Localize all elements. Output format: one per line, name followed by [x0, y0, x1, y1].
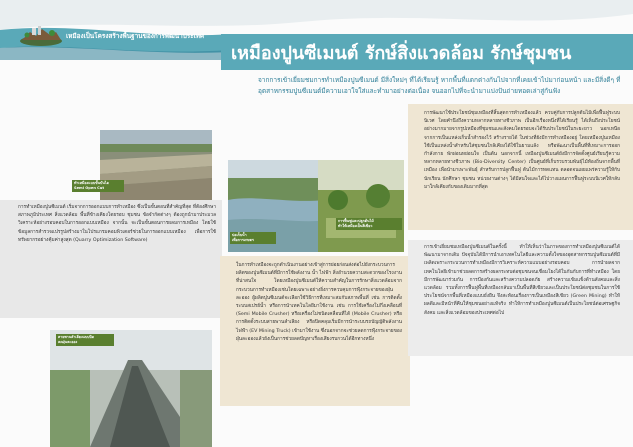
intro-paragraph: จากการเข้าเยี่ยมชมการทำเหมืองปูนซีเมนต์ มีสิ่งใหม่ๆ ที่ได้เรียนรู้ หากพื้นที่แตกต่างกันไปจากที่เคยเข้าไปมาก่อนหน้า และมีสิ่งดีๆ ที่อุตสาหกรรมปูนซีเมนต์มีความเอาใจใส่และทำมาอย่างต่อเนื่อง จนออกไปที่จะนำมาแบ่งปันถ่ายทอดเล่าสู่กันฟัง	[258, 76, 621, 95]
tree-planting-photo-image	[318, 160, 404, 252]
tree-caption: การฟื้นฟูและปลูกต้นไม้ ทำให้เหมืองเป็นสีเขียว	[338, 219, 374, 228]
conveyor-caption: สายพานลำเลียงแบบปิด ลดฝุ่นละออง	[58, 335, 95, 344]
open-cut-caption: ทำเหมืองแบบขั้นบันได Semi Open Cut	[74, 181, 109, 190]
middle-paragraph: ในการทำเหมืองจะถูกดำเนินงานอย่างเข้าสู่การย่อยก่อนส่งต่อไปยังกระบวนการผลิตของปูนซีเมนต์ที่มีการใช้พลังงาน น้ำ ไฟฟ้า สิ่งอำนวยความสะดวกของโรงงานที่น่าสนใจ โดยเหมืองปูนซีเมนต์ให้ความสำคัญในการรักษาสิ่งแวดล้อมจากกระบวนการทำเหมืองเช่นโดยเฉพาะอย่างยิ่งการควบคุมการฟุ้งกระจายของฝุ่นละออง ผู้ผลิตปูนซีเมนต์จะเลือกใช้วิธีการที่เหมาะสมกับสภาพพื้นที่ เช่น การติดตั้งระบบสเปรย์น้ำ หรือการนำเทคโนโลยีมาใช้งาน เช่น การใช้เครื่องโม่กึ่งเคลื่อนที่ (Semi Mobile Crusher) หรือเครื่องโม่ชนิดเคลื่อนที่ได้ (Mobile Crusher) หรือการติดตั้งระบบสายพานลำเลียง หรือปิดคลุมเริ่มมีการนำระบบรถบัญญัติพลังงานไฟฟ้า (EV Mining Truck) เข้ามาใช้งาน ซึ่งนอกจากจะช่วยลดการฟุ้งกระจายของฝุ่นละอองแล้วยังเป็นการช่วยลดปัญหาเรื่องเสียงรบกวนได้อีกทางหนึ่ง	[236, 263, 402, 342]
mine-island-logo-icon	[18, 24, 64, 48]
left-paragraph: การทำเหมืองปูนซีเมนต์ เริ่มจากการออกแบบการทำเหมือง ซึ่งเป็นขั้นตอนที่สำคัญที่สุด ที่ต้องศึกษาสภาพภูมิประเทศ สิ่งแวดล้อม พื้นที่ข้างเคียงโดยรอบ ชุมชน ข้อจำกัดต่างๆ ต้องถูกนำมาประมวลวิเคราะห์อย่างรอบคอบในการออกแบบเหมือง จากนั้น จะเป็นขั้นตอนการผลมการเหมือง โดยใช้ข้อมูลการสำรวจแปรรูปสร้างมาในโปรแกรมคอมพิวเตอร์ช่วยในการออกแบบเหมือง เพื่อการใช้ทรัพยากรอย่างคุ้มค่าสูงสุด (Quarry Optimization Software)	[18, 205, 216, 243]
water-caption: บ่อเก็บน้ำ เพื่อการเกษตร	[232, 233, 254, 242]
page-title: เหมืองปูนซีเมนต์ รักษ์สิ่งแวดล้อม รักษ์ชุมชน	[231, 43, 572, 64]
right-bottom-paragraph: การเข้าเยี่ยมชมเหมืองปูนซีเมนต์ในครั้งนี้ ทำให้เห็นว่าในภาพของการทำเหมืองปูนซีเมนต์ได้พัฒนามาจากเดิม ปัจจุบันได้มีการนำเอาเทคโนโลยีและความตั้งใจของอุตสาหกรรมปูนซีเมนต์ที่มีเพลิดเพราะกระบวนการทำเหมืองมีการวิเคราะห์ความแบบอย่างรอบคอบ การนำผลจากเทคโนโลยีเข้ามาช่วยลดการสร้างผลกระทบต่อชุมชนจนเชื่อมโยงได้ในกันกับการที่ทำเหมือง โดยมีการพัฒนาร่วมกัน การป้องกันและสร้างความปลอดภัย สร้างความเข้มแข็งด้านสังคมและสิ่งแวดล้อม รวมทั้งการฟื้นฟูพื้นที่เหมืองกลับมาเป็นพื้นที่สีเขียวและเป็นประโยชน์ต่อชุมชนในการใช้ประโยชน์จากพื้นที่เหมืองแบบยั่งยืน จึงสะท้อนเรื่องการเป็นเหมืองสีเขียว (Green Mining) ทำให้ผลดีและมีหน้าที่คืนให้ชุมชนอย่างแท้จริง ทำให้การทำเหมืองปูนซีเมนต์เป็นประโยชน์ต่อเศรษฐกิจ สังคม และสิ่งแวดล้อมของประเทศต่อไป	[424, 245, 620, 316]
conveyor-photo	[50, 330, 212, 447]
right-top-paragraph: การพัฒนาใช้ประโยชน์ชุมเหมืองที่สิ้นสุดการทำเหมืองแล้ว ควบคู่กับการปลูกต้นไม้เพื่อฟื้นฟูระบบนิเวศ โดยคำนึงถึงความหลากหลายทางชีวภาพ เป็นอีกเรื่องหนึ่งที่ได้เรียนรู้ ได้เห็นถึงประโยชน์อย่างมากมายจากรูปเหมืองที่ชุมชนและสังคมโดยรอบจะได้รับประโยชน์ในระยะยาว นอกเหนือจากการเป็นแหล่งเก็บน้ำสำรองไว้ สร้างรายได้ ในช่วงที่ยังมีการทำเหมืองอยู่ โดยเหมืองปูนเหมืองใช้เป็นแหล่งน้ำสำหรับใส่ชุมชนใกล้เคียงได้ใช้ในยามแล้ง หรือพัฒนาเป็นพื้นที่ที่เหมาะการออกกำลังกาย พักผ่อนหย่อนใจ เป็นต้น นอกจากนี้ เหมืองปูนซีเมนต์ยังมีการจัดตั้งศูนย์เรียนรู้ความหลากหลายทางชีวภาพ (Bio-Diversity Center) เป็นศูนย์ที่เก็บรวบรวมพันธุ์ไม้ท้องถิ่นจากพื้นที่เหมือง เพื่อนำมาเพาะพันธุ์ สำหรับการปลูกฟื้นฟู ต้นไม้การทดแทน ตลอดจนเผยแพร่ความรู้ให้กับนักเรียน นักศึกษา ชุมชน หน่วยงานต่างๆ ได้มีสนใจและได้ไปวางแผนการฟื้นฟูระบบนิเวศให้กลับมาใกล้เคียงกับของเดิมมากที่สุด	[424, 111, 620, 190]
header-label: เหมืองเป็นโครงสร้างพื้นฐานของการพัฒนาประเทศ	[66, 32, 205, 40]
tree-planting-photo	[318, 160, 404, 252]
conveyor-photo-image	[50, 330, 212, 447]
